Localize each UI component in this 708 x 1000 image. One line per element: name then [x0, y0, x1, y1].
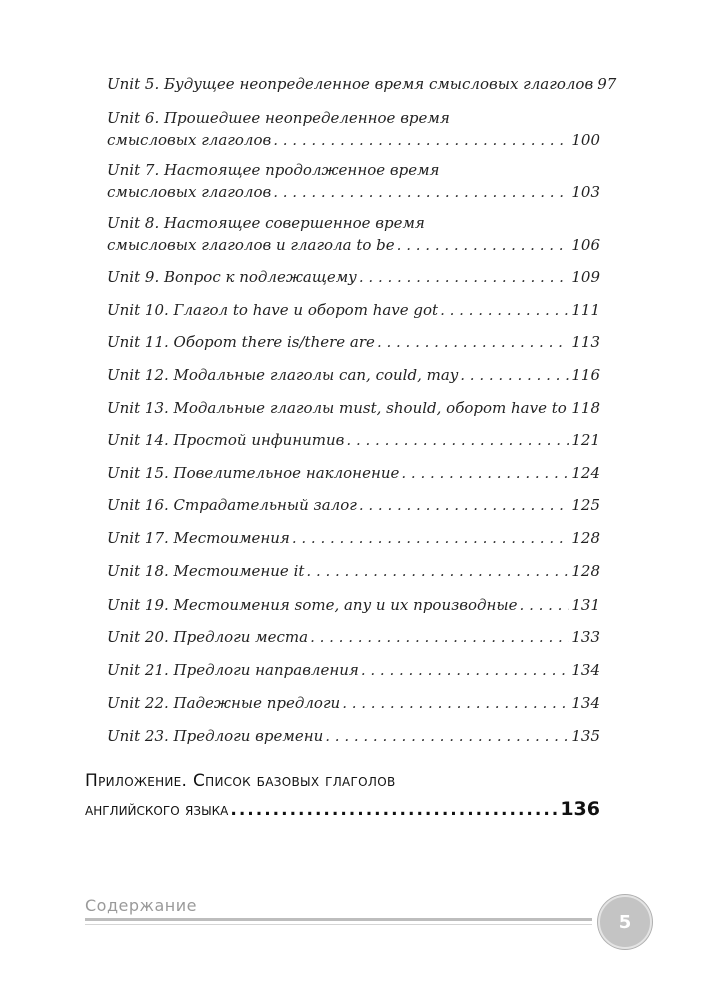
appendix-title-cont: английского языка: [85, 800, 229, 820]
toc-entry-title: Unit 8. Настоящее совершенное время: [107, 214, 425, 232]
dot-leader: [361, 659, 570, 681]
toc-entry-title: Unit 5. Будущее неопределенное время смысловых глаголов: [107, 75, 594, 93]
dot-leader: [346, 429, 569, 451]
toc-entry-page: 134: [571, 661, 600, 679]
appendix-title: Приложение. Список базовых глаголов: [85, 771, 396, 791]
toc-entry-title: Unit 20. Предлоги места: [107, 628, 309, 646]
toc-entry-title: Unit 19. Местоимения some, any и их производные: [107, 596, 518, 614]
toc-entry[interactable]: [107, 299, 600, 321]
toc-entry-page: 113: [571, 333, 600, 351]
running-footer-title: Содержание: [85, 896, 197, 915]
toc-entry[interactable]: [107, 331, 600, 353]
dot-leader: [569, 397, 570, 419]
dot-leader: [401, 462, 569, 484]
toc-entry[interactable]: [107, 462, 600, 484]
toc-entry-page: 97: [597, 75, 617, 93]
toc-entry-page: 134: [571, 694, 600, 712]
dot-leader: [460, 364, 569, 386]
toc-entry[interactable]: [107, 594, 600, 616]
toc-entry-title: Unit 14. Простой инфинитив: [107, 431, 345, 449]
toc-entry[interactable]: [107, 364, 600, 386]
toc-entry-title: Unit 13. Модальные глаголы must, should, оборот have to: [107, 399, 567, 417]
dot-leader: [377, 331, 569, 353]
toc-entry[interactable]: [107, 212, 600, 256]
toc-entry-title: Unit 7. Настоящее продолженное время: [107, 161, 440, 179]
toc-entry[interactable]: [107, 725, 600, 747]
dot-leader: [310, 626, 569, 648]
toc-entry-title: Unit 15. Повелительное наклонение: [107, 464, 400, 482]
toc-entry-title-cont: смысловых глаголов и глагола to be: [107, 236, 395, 254]
toc-entry-title: Unit 11. Оборот there is/there are: [107, 333, 375, 351]
footer-divider: [85, 918, 592, 921]
dot-leader: [273, 129, 569, 151]
toc-entry-title: Unit 21. Предлоги направления: [107, 661, 359, 679]
toc-entry-page: 124: [571, 464, 600, 482]
dot-leader: [230, 800, 558, 820]
toc-entry[interactable]: [107, 429, 600, 451]
dot-leader: [306, 560, 569, 582]
toc-entry-title: Unit 10. Глагол to have и оборот have got: [107, 301, 439, 319]
dot-leader: [440, 299, 569, 321]
toc-entry[interactable]: [107, 397, 600, 419]
toc-entry-page: 118: [571, 399, 600, 417]
dot-leader: [325, 725, 569, 747]
toc-entry-page: 131: [571, 596, 600, 614]
page-number-badge: [598, 895, 652, 949]
toc-entry-page: 106: [571, 236, 600, 254]
toc-entry-title-cont: смысловых глаголов: [107, 131, 272, 149]
toc-entry-page: 128: [571, 562, 600, 580]
toc-entry-title: Unit 9. Вопрос к подлежащему: [107, 268, 357, 286]
toc-entry-title: Unit 12. Модальные глаголы can, could, may: [107, 366, 459, 384]
toc-entry[interactable]: [107, 159, 600, 203]
toc-entry-title: Unit 16. Страдательный залог: [107, 496, 357, 514]
toc-entry[interactable]: [107, 560, 600, 582]
toc-entry-title: Unit 23. Предлоги времени: [107, 727, 324, 745]
toc-entry[interactable]: [107, 527, 600, 549]
toc-entry[interactable]: [107, 73, 617, 95]
toc-entry-page: 103: [571, 183, 600, 201]
toc-entry[interactable]: [107, 107, 600, 151]
toc-entry-title: Unit 18. Местоимение it: [107, 562, 305, 580]
toc-entry-title: Unit 17. Местоимения: [107, 529, 290, 547]
dot-leader: [342, 692, 569, 714]
dot-leader: [520, 594, 570, 616]
toc-entry-title: Unit 22. Падежные предлоги: [107, 694, 341, 712]
toc-entry-page: 100: [571, 131, 600, 149]
dot-leader: [359, 266, 569, 288]
dot-leader: [292, 527, 570, 549]
toc-entry-page: 128: [571, 529, 600, 547]
dot-leader: [273, 181, 569, 203]
toc-entry[interactable]: [107, 626, 600, 648]
toc-entry[interactable]: [107, 692, 600, 714]
footer-divider-thin: [85, 924, 592, 925]
page-number: 5: [618, 911, 632, 933]
toc-entry[interactable]: [107, 659, 600, 681]
toc-entry-page: 135: [571, 727, 600, 745]
toc-entry[interactable]: [107, 266, 600, 288]
toc-entry-title: Unit 6. Прошедшее неопределенное время: [107, 109, 450, 127]
toc-entry[interactable]: [107, 494, 600, 516]
toc-entry-page: 133: [571, 628, 600, 646]
dot-leader: [397, 234, 570, 256]
toc-entry-page: 116: [571, 366, 600, 384]
toc-entry-page: 111: [571, 301, 600, 319]
toc-entry-page: 121: [571, 431, 600, 449]
appendix-page: 136: [560, 798, 600, 820]
dot-leader: [359, 494, 570, 516]
toc-entry-page: 109: [571, 268, 600, 286]
toc-entry-page: 125: [571, 496, 600, 514]
toc-entry-title-cont: смысловых глаголов: [107, 183, 272, 201]
